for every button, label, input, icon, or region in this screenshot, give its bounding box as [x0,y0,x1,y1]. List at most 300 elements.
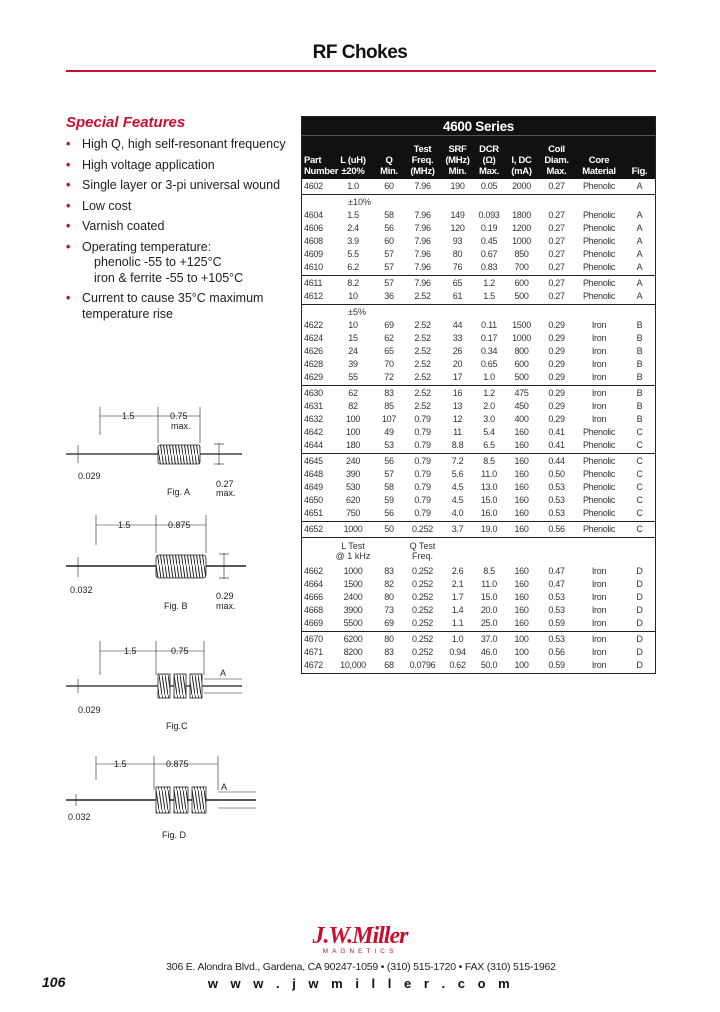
cell-srf: 5.6 [451,469,464,479]
bullet-icon: • [66,219,71,233]
cell-fig: C [636,482,643,492]
feature-item [66,178,291,194]
dim-body-d: 0.875 [166,759,189,769]
cell-inductance: 3900 [343,605,363,615]
cell-test-freq: 7.96 [414,236,431,246]
cell-srf: 65 [452,278,463,288]
cell-q-min: 69 [384,320,394,330]
cell-core-material: Iron [591,320,607,330]
cell-inductance: 100 [345,427,361,437]
cell-q-min: 58 [384,482,394,492]
feature-text: High voltage application [82,157,215,172]
cell-test-freq: 0.79 [414,508,431,518]
cell-srf: 16 [452,388,463,398]
cell-idc: 700 [514,262,529,272]
cell-idc: 100 [514,634,529,644]
feature-text: Single layer or 3-pi universal wound [82,178,281,192]
table-row [302,319,655,332]
row-group [302,179,655,194]
cell-coil-diam: 0.27 [548,278,565,288]
cell-dcr: 0.19 [480,223,498,233]
title-divider [66,70,656,72]
cell-coil-diam: 0.27 [548,223,565,233]
cell-q-min: 70 [384,359,394,369]
cell-fig: B [636,333,643,343]
cell-fig: D [636,592,643,602]
cell-core-material: Phenolic [582,181,616,191]
cell-srf: 33 [452,333,463,343]
table-row [302,591,655,604]
table-row [302,481,655,494]
cell-core-material: Iron [591,660,607,670]
cell-q-min: 80 [384,634,394,644]
cell-idc: 450 [514,401,529,411]
cell-test-freq: 0.79 [414,469,431,479]
cell-coil-diam: 0.56 [548,647,565,657]
cell-idc: 600 [514,278,529,288]
table-row [302,277,655,290]
cell-part-number: 4644 [304,440,323,450]
row-group [302,194,655,275]
figure-c [66,641,242,731]
cell-part-number: 4651 [304,508,323,518]
cell-q-min: 56 [384,223,394,233]
header-line: Q [385,155,393,166]
row-group [302,453,655,521]
cell-dcr: 16.0 [480,508,498,518]
page-number: 106 [42,974,66,990]
cell-coil-diam: 0.27 [548,236,565,246]
cell-srf: 8.8 [451,440,464,450]
cell-dcr: 1.5 [483,291,495,301]
dim-length-a: 1.5 [122,411,135,421]
cell-fig: D [636,566,643,576]
cell-fig: C [636,440,643,450]
cell-coil-diam: 0.29 [548,359,565,369]
cell-fig: A [636,262,643,272]
table-row [302,413,655,426]
logo-subtext: MAGNETICS [322,948,398,955]
feature-item [66,291,291,322]
cell-dcr: 15.0 [480,495,498,505]
cell-dcr: 8.5 [483,456,495,466]
table-row [302,180,655,193]
feature-item [66,199,291,215]
company-logo [0,924,720,956]
table-row [302,604,655,617]
cell-idc: 600 [514,359,529,369]
cell-core-material: Iron [591,566,607,576]
cell-test-freq: 0.252 [411,566,434,576]
figure-label-c: Fig.C [166,721,188,731]
cell-fig: A [636,210,643,220]
spec-table [301,116,656,674]
header-coil-diam [539,144,574,177]
cell-idc: 475 [514,388,529,398]
cell-q-min: 57 [384,262,394,272]
note-line: Q Test [409,541,436,551]
table-row [302,387,655,400]
cell-idc: 160 [514,605,529,615]
cell-idc: 100 [514,647,529,657]
cell-part-number: 4629 [304,372,323,382]
table-row [302,523,655,536]
cell-idc: 1200 [512,223,531,233]
test-condition-note [302,539,655,565]
cell-test-freq: 2.52 [414,372,431,382]
cell-dcr: 25.0 [480,618,498,628]
cell-test-freq: 7.96 [414,249,431,259]
cell-inductance: 5.5 [347,249,359,259]
cell-test-freq: 2.52 [414,333,431,343]
cell-part-number: 4666 [304,592,323,602]
cell-dcr: 11.0 [481,579,497,589]
cell-idc: 160 [514,508,529,518]
cell-coil-diam: 0.41 [548,440,565,450]
cell-q-min: 57 [384,278,394,288]
cell-core-material: Phenolic [582,495,616,505]
table-row [302,290,655,303]
cell-coil-diam: 0.27 [548,249,565,259]
cell-srf: 4.5 [451,482,464,492]
cell-srf: 44 [452,320,463,330]
cell-inductance: 15 [348,333,358,343]
cell-inductance: 10,000 [340,660,366,670]
table-row [302,455,655,468]
row-group [302,521,655,537]
cell-fig: C [636,427,643,437]
table-row [302,659,655,672]
cell-inductance: 530 [345,482,361,492]
cell-test-freq: 0.252 [411,579,434,589]
header-line: Material [582,166,616,177]
cell-dcr: 5.4 [483,427,495,437]
cell-test-freq: 0.252 [411,524,434,534]
cell-core-material: Iron [591,592,607,602]
cell-srf: 93 [452,236,463,246]
cell-idc: 1000 [512,236,531,246]
cell-part-number: 4624 [304,333,323,343]
cell-dcr: 3.0 [483,414,495,424]
header-test-freq [404,144,441,177]
cell-test-freq: 0.79 [414,427,431,437]
cell-coil-diam: 0.29 [548,388,565,398]
cell-inductance: 1.0 [347,181,359,191]
cell-dcr: 0.05 [480,181,498,191]
cell-srf: 3.7 [451,524,464,534]
cell-core-material: Phenolic [582,210,616,220]
cell-inductance: 39 [348,359,358,369]
dim-dia-unit-a: max. [216,488,236,498]
table-row [302,248,655,261]
table-body [302,179,655,673]
cell-srf: 1.0 [451,634,464,644]
cell-coil-diam: 0.29 [548,346,565,356]
cell-srf: 80 [452,249,463,259]
cell-coil-diam: 0.50 [548,469,565,479]
table-row [302,646,655,659]
table-row [302,358,655,371]
cell-fig: B [636,401,643,411]
cell-idc: 100 [514,660,529,670]
bullet-icon: • [66,239,71,254]
cell-inductance: 5500 [343,618,363,628]
header-line: Fig. [631,166,648,177]
cell-dcr: 19.0 [480,524,498,534]
cell-q-min: 57 [384,249,394,259]
cell-core-material: Iron [591,388,607,398]
cell-part-number: 4606 [304,223,323,233]
cell-core-material: Phenolic [582,249,616,259]
feature-text: Current to cause 35°C maximum temperature rise [82,291,264,321]
cell-idc: 160 [514,482,529,492]
cell-test-freq: 0.79 [414,495,431,505]
dim-lead-b: 0.032 [70,585,93,595]
bullet-icon: • [66,137,71,151]
cell-part-number: 4642 [304,427,323,437]
cell-srf: 17 [452,372,463,382]
cell-coil-diam: 0.44 [548,456,565,466]
table-row [302,468,655,481]
row-group [302,385,655,453]
cell-part-number: 4645 [304,456,323,466]
cell-inductance: 180 [345,440,361,450]
cell-coil-diam: 0.56 [548,524,565,534]
cell-core-material: Iron [591,605,607,615]
cell-fig: D [636,660,643,670]
cell-srf: 4.0 [451,508,464,518]
cell-srf: 190 [450,181,465,191]
cell-fig: A [636,236,643,246]
header-srf [441,144,474,177]
cell-dcr: 0.83 [480,262,498,272]
website-link[interactable]: w w w . j w m i l l e r . c o m [207,976,515,991]
cell-test-freq: 0.79 [414,456,431,466]
figure-b [66,515,246,611]
cell-srf: 120 [450,223,465,233]
cell-q-min: 107 [381,414,397,424]
figure-label-d: Fig. D [162,830,187,840]
dim-body-a: 0.75 [170,411,188,421]
cell-dcr: 2.0 [483,401,495,411]
tolerance-note: ±5% [348,307,366,317]
header-line: (mA) [511,166,532,177]
cell-dcr: 1.2 [483,278,495,288]
cell-idc: 160 [514,427,529,437]
cell-fig: C [636,508,643,518]
header-inductance [332,155,374,177]
cell-q-min: 53 [384,440,394,450]
table-row [302,565,655,578]
table-row [302,439,655,452]
cell-idc: 2000 [512,181,531,191]
dim-body-unit-a: max. [171,421,191,431]
cell-fig: B [636,320,643,330]
cell-part-number: 4612 [304,291,323,301]
cell-core-material: Iron [591,359,607,369]
cell-part-number: 4622 [304,320,323,330]
cell-core-material: Iron [591,401,607,411]
cell-inductance: 390 [345,469,361,479]
cell-dcr: 0.65 [480,359,498,369]
cell-core-material: Phenolic [582,223,616,233]
cell-idc: 850 [514,249,529,259]
cell-dcr: 0.34 [480,346,498,356]
header-line: L (uH) [340,155,366,166]
dim-body-b: 0.875 [168,520,191,530]
cell-core-material: Iron [591,372,607,382]
cell-test-freq: 2.52 [414,291,431,301]
features-heading: Special Features [66,114,186,131]
cell-core-material: Phenolic [582,440,616,450]
cell-coil-diam: 0.53 [548,482,565,492]
cell-test-freq: 0.79 [414,414,431,424]
cell-inductance: 2400 [343,592,363,602]
cell-fig: B [636,359,643,369]
header-dcr [474,144,504,177]
cell-q-min: 60 [384,236,394,246]
header-line: Coil [548,144,565,155]
cell-inductance: 8.2 [347,278,359,288]
table-row [302,617,655,630]
logo-text: J.W.Miller [312,923,408,949]
cell-test-freq: 2.52 [414,401,431,411]
cell-part-number: 4662 [304,566,323,576]
cell-dcr: 6.5 [483,440,495,450]
cell-q-min: 85 [384,401,394,411]
feature-subtext: iron & ferrite -55 to +105°C [94,270,244,285]
cell-q-min: 56 [384,508,394,518]
cell-core-material: Iron [591,647,607,657]
table-header [302,136,655,179]
header-line: I, DC [511,155,532,166]
cell-core-material: Phenolic [582,236,616,246]
cell-q-min: 82 [384,579,394,589]
cell-coil-diam: 0.29 [548,414,565,424]
cell-dcr: 0.45 [480,236,498,246]
header-core-material [574,155,624,177]
cell-dcr: 8.5 [483,566,495,576]
cell-q-min: 83 [384,566,394,576]
header-line: ±20% [341,166,365,177]
header-line: Max. [479,166,499,177]
cell-part-number: 4626 [304,346,323,356]
cell-srf: 7.2 [451,456,464,466]
cell-test-freq: 0.252 [411,647,434,657]
note-line: @ 1 kHz [335,551,371,561]
cell-inductance: 240 [345,456,361,466]
cell-dcr: 0.093 [478,210,500,220]
cell-test-freq: 7.96 [414,181,431,191]
cell-part-number: 4611 [304,278,323,288]
cell-fig: D [636,579,643,589]
cell-inductance: 3.9 [347,236,359,246]
cell-dcr: 13.0 [480,482,498,492]
figure-label-b: Fig. B [164,601,188,611]
feature-item [66,137,291,153]
cell-srf: 13 [452,401,463,411]
cell-coil-diam: 0.27 [548,291,565,301]
cell-coil-diam: 0.59 [548,660,565,670]
cell-core-material: Phenolic [582,456,616,466]
feature-item [66,240,291,287]
cell-idc: 160 [514,579,529,589]
cell-test-freq: 0.79 [414,482,431,492]
cell-part-number: 4648 [304,469,323,479]
cell-idc: 400 [514,414,529,424]
cell-srf: 1.1 [451,618,464,628]
cell-dcr: 11.0 [481,469,497,479]
cell-fig: A [636,181,643,191]
cell-part-number: 4652 [304,524,323,534]
header-line: Freq. [411,155,434,166]
header-part-number [302,155,339,177]
cell-core-material: Phenolic [582,427,616,437]
cell-inductance: 620 [345,495,361,505]
cell-inductance: 6.2 [347,262,359,272]
features-list [66,137,291,327]
table-row [302,426,655,439]
cell-inductance: 1000 [343,524,363,534]
series-title: 4600 Series [302,117,655,136]
cell-core-material: Phenolic [582,291,616,301]
dim-body-c: 0.75 [171,646,189,656]
cell-part-number: 4664 [304,579,323,589]
cell-part-number: 4608 [304,236,323,246]
cell-idc: 160 [514,495,529,505]
cell-coil-diam: 0.41 [548,427,565,437]
cell-idc: 160 [514,440,529,450]
cell-coil-diam: 0.53 [548,605,565,615]
row-group [302,537,655,631]
cell-inductance: 6200 [343,634,363,644]
cell-part-number: 4650 [304,495,323,505]
cell-q-min: 62 [384,333,394,343]
cell-q-min: 58 [384,210,394,220]
cell-test-freq: 2.52 [414,359,431,369]
feature-item [66,158,291,174]
cell-test-freq: 7.96 [414,223,431,233]
header-line: DCR [479,144,499,155]
cell-q-min: 36 [384,291,394,301]
cell-q-min: 57 [384,469,394,479]
company-address: 306 E. Alondra Blvd., Gardena, CA 90247-1059 • (310) 515-1720 • FAX (310) 515-1962 [166,961,556,973]
cell-core-material: Iron [591,333,607,343]
dim-dia-a: 0.27 [216,479,234,489]
cell-coil-diam: 0.53 [548,592,565,602]
cell-srf: 1.4 [451,605,464,615]
feature-text: Operating temperature: [82,239,212,254]
dim-lead-a: 0.029 [78,471,101,481]
cell-dcr: 37.0 [480,634,498,644]
cell-coil-diam: 0.27 [548,262,565,272]
cell-core-material: Iron [591,618,607,628]
cell-inductance: 10 [348,320,358,330]
l-test-note [332,541,374,565]
page-title: RF Chokes [312,42,408,63]
table-row [302,371,655,384]
cell-test-freq: 0.252 [411,634,434,644]
cell-core-material: Iron [591,346,607,356]
header-line: Test [413,144,432,155]
cell-q-min: 80 [384,592,394,602]
cell-q-min: 49 [384,427,394,437]
cell-q-min: 68 [384,660,394,670]
cell-dcr: 0.67 [480,249,498,259]
cell-fig: D [636,618,643,628]
cell-idc: 1500 [512,320,531,330]
table-row [302,222,655,235]
